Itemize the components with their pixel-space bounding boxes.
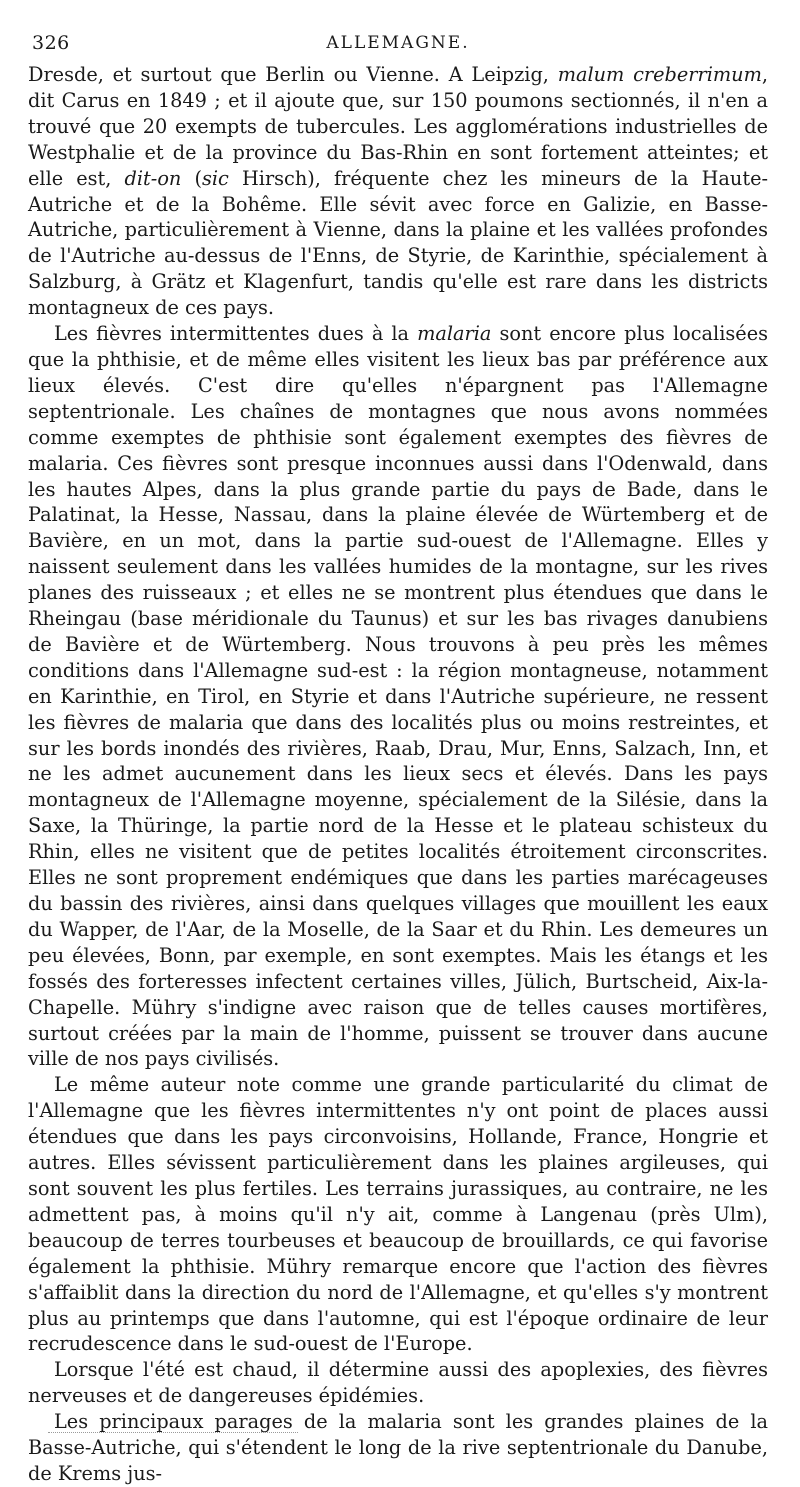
running-title: ALLEMAGNE. — [326, 33, 470, 53]
paragraph — [28, 1357, 768, 1409]
book-page — [28, 28, 768, 1487]
text-segment: ( — [181, 166, 202, 190]
italic-text: dit-on — [124, 166, 182, 190]
italic-text: malaria — [417, 322, 492, 346]
italic-text: malum creberrimum — [557, 63, 762, 86]
paragraph — [28, 1072, 768, 1357]
footer-divider — [48, 1432, 298, 1433]
text-segment: Le même auteur note comme une grande particularité du climat de l'Allemagne que les fièvres intermittentes n'y ont point de places aussi étendues que dans les pays circonvoisins, Hollande, France, Hongrie et autres. Elles sévissent particulièrement dans les plaines argileuses, qui sont souvent les plus fertiles. Les terrains jurassiques, au contraire, ne les admettent pas, à moins qu'il n'y ait, comme à Langenau (près Ulm), beaucoup de terres tourbeuses et beaucoup de brouillards, ce qui favorise également la phthisie. Mühry remarque encore que l'action des fièvres s'affaiblit dans la direction du nord de l'Allemagne, et qu'elles s'y montrent plus au printemps que dans l'automne, qui est l'époque ordinaire de leur recrudescence dans le sud-ouest de l'Europe. — [28, 1073, 768, 1356]
text-segment: Dresde, et surtout que Berlin ou Vienne. A Leipzig, — [28, 63, 558, 86]
paragraph — [28, 62, 768, 321]
body-text — [28, 62, 768, 1487]
text-segment: Les fièvres intermittentes dues à la — [54, 322, 418, 346]
text-segment: Lorsque l'été est chaud, il détermine aussi des apoplexies, des fièvres nerveuses et de dangereuses épidémies. — [28, 1358, 768, 1408]
text-segment: Hirsch), fréquente chez les mineurs de la Haute-Autriche et de la Bohême. Elle sévit avec force en Galizie, en Basse-Autriche, particulièrement à Vienne, dans la plaine et les vallées profondes de l'Autriche au-dessus de l'Enns, de Styrie, de Karinthie, spécialement à Salzburg, à Grätz et Klagenfurt, tandis qu'elle est rare dans les districts montagneux de ces pays. — [28, 166, 768, 320]
paragraph — [28, 1409, 768, 1487]
paragraph — [28, 321, 768, 1072]
text-segment: , dit Carus en 1849 ; et il ajoute que, sur 150 poumons sectionnés, il n'en a trouvé que 20 exempts de tubercules. Les agglomérations industrielles de Westphalie et de la province du Bas-Rhin en sont fortement atteintes; et elle est, — [28, 63, 769, 190]
text-segment: Les principaux parages de la malaria sont les grandes plaines de la Basse-Autriche, qui s'étendent le long de la rive septentrionale du Danube, de Krems jus- — [28, 1410, 768, 1485]
text-segment: sont encore plus localisées que la phthisie, et de même elles visitent les lieux bas par préférence aux lieux élevés. C'est dire qu'elles n'épargnent pas l'Allemagne septentrionale. Les chaînes de montagnes que nous avons nommées comme exemptes de phthisie sont également exemptes des fièvres de malaria. Ces fièvres sont presque inconnues aussi dans l'Odenwald, dans les hautes Alpes, dans la plus grande partie du pays de Bade, dans le Palatinat, la Hesse, Nassau, dans la plaine élevée de Würtemberg et de Bavière, en un mot, dans la partie sud-ouest de l'Allemagne. Elles y naissent seulement dans les vallées humides de la montagne, sur les rives planes des ruisseaux ; et elles ne se montrent plus étendues que dans le Rheingau (base méridionale du Taunus) et sur les bas rivages danubiens de Bavière et de Würtemberg. Nous trouvons à peu près les mêmes conditions dans l'Allemagne sud-est : la région montagneuse, notamment en Karinthie, en Tirol, en Styrie et dans l'Autriche supérieure, ne ressent les fièvres de malaria que dans des localités plus ou moins restreintes, et sur les bords inondés des rivières, Raab, Drau, Mur, Enns, Salzach, Inn, et ne les admet aucunement dans les lieux secs et élevés. Dans les pays montagneux de l'Allemagne moyenne, spécialement de la Silésie, dans la Saxe, la Thüringe, la partie nord de la Hesse et le plateau schisteux du Rhin, elles ne visitent que de petites localités étroitement circonscrites. Elles ne sont proprement endémiques que dans les parties marécageuses du bassin des rivières, ainsi dans quelques villages que mouillent les eaux du Wapper, de l'Aar, de la Moselle, de la Saar et du Rhin. Les demeures un peu élevées, Bonn, par exemple, en sont exemptes. Mais les étangs et les fossés des forteresses infectent certaines villes, Jülich, Burtscheid, Aix-la-Chapelle. Mühry s'indigne avec raison que de telles causes mortifères, surtout créées par la main de l'homme, puissent se trouver dans aucune ville de nos pays civilisés. — [28, 322, 768, 1071]
italic-text: sic — [201, 166, 229, 190]
page-header — [28, 28, 768, 58]
page-number: 326 — [32, 32, 70, 54]
